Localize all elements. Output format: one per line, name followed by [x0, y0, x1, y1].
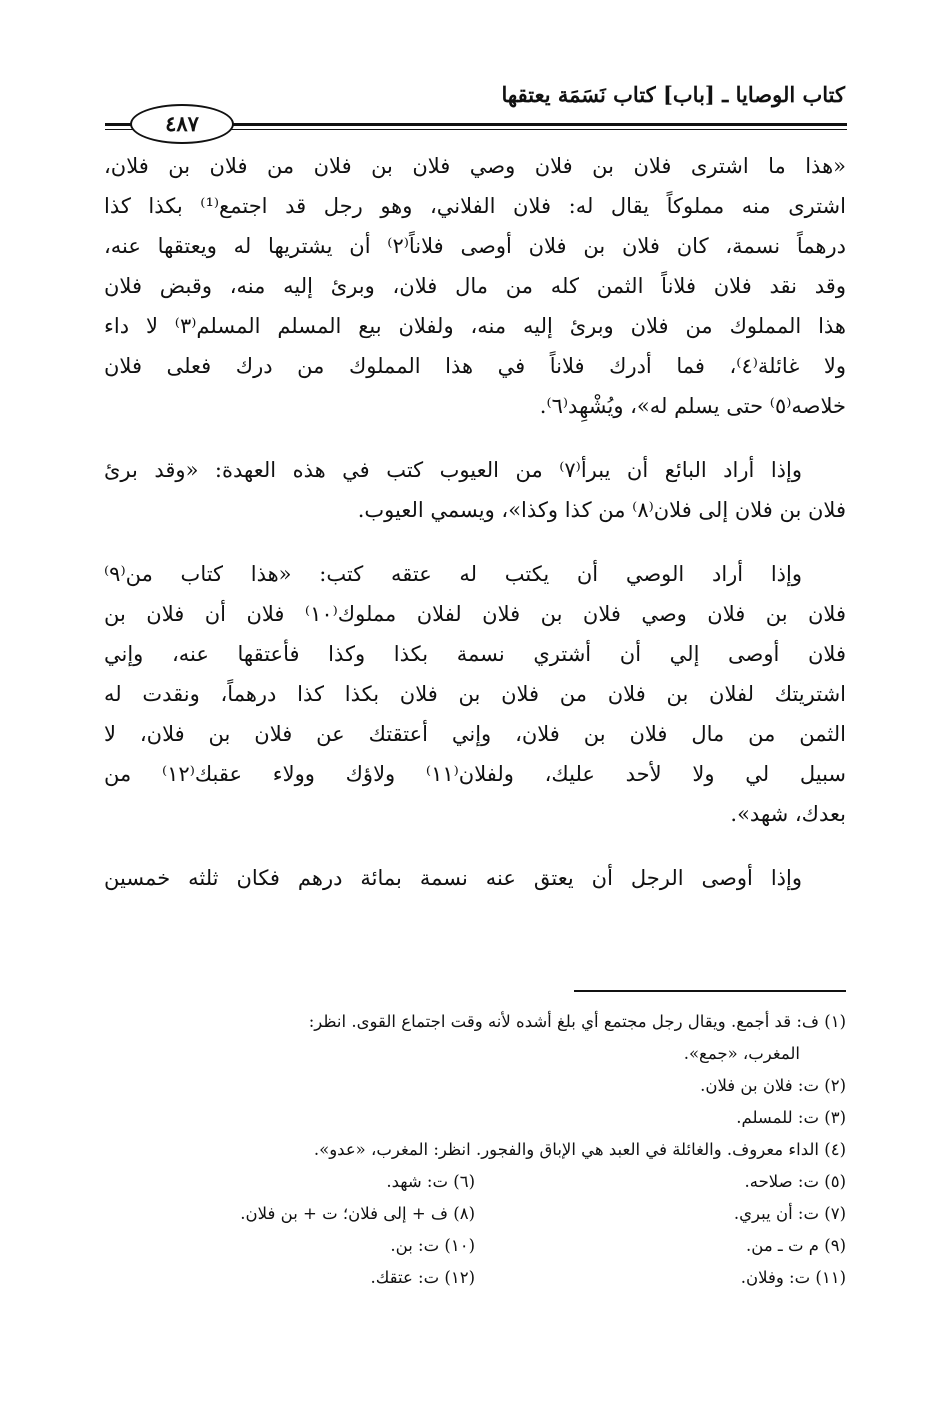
- footnote-4: (٤) الداء معروف. والغائلة في العبد هي الإباق والفجور. انظر: المغرب، «عدو».: [313, 1140, 846, 1159]
- footnote-1: (١) ف: قد أجمع. ويقال رجل مجتمع أي بلغ أشده لأنه وقت اجتماع القوى. انظر:: [308, 1012, 846, 1031]
- running-title: كتاب الوصايا ـ [باب] كتاب نَسَمَة يعتقها: [501, 82, 845, 107]
- paragraph-1: [104, 146, 846, 426]
- footnote-3: (٣) ت: للمسلم.: [736, 1108, 846, 1127]
- text-line: درهماً نسمة، كان فلان بن فلان أوصى فلاناً⁽٢⁾ أن يشتريها له ويعتقها عنه،: [104, 234, 846, 258]
- footnote-2: (٢) ت: فلان بن فلان.: [700, 1076, 846, 1095]
- text-line: بعدك، شهد».: [730, 802, 846, 826]
- footnote-row: [104, 1262, 846, 1294]
- paragraph-4: [104, 858, 846, 898]
- text-line: اشتريتك لفلان بن فلان من فلان بن فلان بكذا كذا درهماً، ونقدت له: [104, 682, 846, 706]
- text-line: فلان بن فلان إلى فلان⁽٨⁾ من كذا وكذا»، ويسمي العيوب.: [357, 498, 846, 522]
- text-line: اشترى منه مملوكاً يقال له: فلان الفلاني، وهو رجل قد اجتمع⁽¹⁾ بكذا كذا: [104, 194, 846, 218]
- footnote-8: (٨) ف + إلى فلان؛ ت + بن فلان.: [240, 1204, 475, 1223]
- footnote-11: (١١) ت: وفلان.: [740, 1268, 846, 1287]
- footnote-12: (١٢) ت: عتقك.: [370, 1268, 475, 1287]
- text-line: الثمن من مال فلان بن فلان، وإني أعتقتك عن فلان بن فلان، لا: [104, 722, 846, 746]
- text-line: وإذا أراد الوصي أن يكتب له عتقه كتب: «هذا كتاب من⁽٩⁾: [104, 562, 802, 586]
- text-line: ولا غائلة⁽٤⁾، فما أدرك فلاناً في هذا المملوك من درك فعلى فلان: [104, 354, 846, 378]
- footnote-9: (٩) م ت ـ من.: [746, 1236, 846, 1255]
- footnote-6: (٦) ت: شهد.: [386, 1172, 475, 1191]
- text-line: هذا المملوك من فلان وبرئ إليه منه، ولفلان بيع المسلم المسلم⁽٣⁾ لا داء: [104, 314, 846, 338]
- paragraph-3: [104, 554, 846, 834]
- text-line: فلان بن فلان وصي فلان بن فلان لفلان مملوك⁽١٠⁾ فلان أن فلان بن: [104, 602, 846, 626]
- text-line: خلاصه⁽٥⁾ حتى يسلم له»، ويُشْهِد⁽٦⁾.: [539, 394, 846, 418]
- text-line: سبيل لي ولا لأحد عليك، ولفلان⁽١١⁾ ولاؤك وولاء عقبك⁽١٢⁾ من: [104, 762, 846, 786]
- page-number: ٤٨٧: [130, 104, 234, 144]
- text-line: وإذا أوصى الرجل أن يعتق عنه نسمة بمائة درهم فكان ثلثه خمسين: [104, 866, 802, 890]
- footnote-5: (٥) ت: صلاحه.: [744, 1172, 846, 1191]
- footnote-7: (٧) ت: أن يبري.: [733, 1204, 846, 1223]
- footnotes: [104, 1006, 846, 1294]
- text-line: وقد نقد فلان فلاناً الثمن كله من مال فلان، وبرئ إليه منه، وقبض فلان: [104, 274, 846, 298]
- text-line: «هذا ما اشترى فلان بن فلان وصي فلان بن فلان من فلان بن فلان،: [104, 154, 846, 178]
- footnote-row: [104, 1230, 846, 1262]
- text-line: وإذا أراد البائع أن يبرأ⁽٧⁾ من العيوب كتب في هذه العهدة: «وقد برئ: [104, 458, 803, 482]
- paragraph-2: [104, 450, 846, 530]
- text-line: فلان أوصى إلي أن أشتري نسمة بكذا وكذا فأعتقها عنه، وإني: [104, 642, 846, 666]
- footnote-1-continued: المغرب، «جمع».: [683, 1044, 800, 1063]
- footnote-row: [104, 1166, 846, 1198]
- main-text: [104, 146, 846, 898]
- footnote-separator: [574, 990, 846, 992]
- footnote-row: [104, 1198, 846, 1230]
- footnote-10: (١٠) ت: بن.: [390, 1236, 475, 1255]
